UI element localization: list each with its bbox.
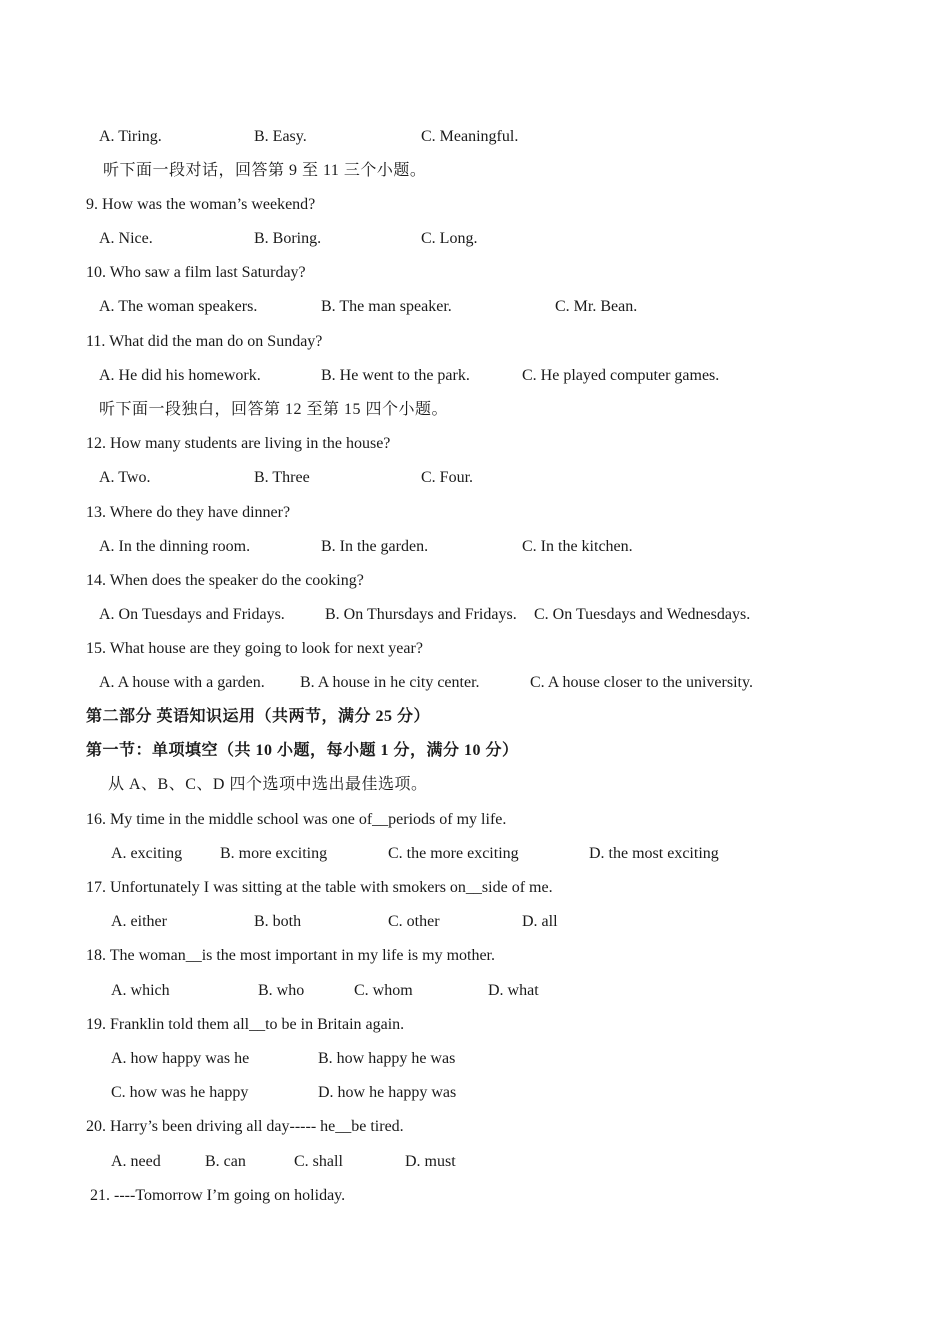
q19-option-b: B. how happy he was	[318, 1050, 456, 1067]
q18-option-b: B. who	[258, 982, 305, 999]
q16-stem: 16. My time in the middle school was one of__periods of my life.	[86, 811, 507, 828]
q14-option-c: C. On Tuesdays and Wednesdays.	[534, 606, 751, 623]
q9-option-c: C. Long.	[421, 230, 478, 247]
instruction-9-11: 听下面一段对话，回答第 9 至 11 三个小题。	[103, 162, 427, 179]
q20-option-c: C. shall	[294, 1153, 343, 1170]
q16-option-c: C. the more exciting	[388, 845, 519, 862]
q16-option-b: B. more exciting	[220, 845, 328, 862]
q9-option-a: A. Nice.	[99, 230, 153, 247]
part2-heading: 第二部分 英语知识运用（共两节，满分 25 分）	[86, 708, 431, 725]
q16-option-a: A. exciting	[111, 845, 183, 862]
q11-option-b: B. He went to the park.	[321, 367, 470, 384]
q15-option-a: A. A house with a garden.	[99, 674, 265, 691]
q9-option-b: B. Boring.	[254, 230, 322, 247]
section1-instruction: 从 A、B、C、D 四个选项中选出最佳选项。	[108, 776, 428, 793]
q19-option-a: A. how happy was he	[111, 1050, 250, 1067]
q18-stem: 18. The woman__is the most important in my life is my mother.	[86, 947, 495, 964]
q12-option-a: A. Two.	[99, 469, 151, 486]
q10-option-b: B. The man speaker.	[321, 298, 452, 315]
q8-option-a: A. Tiring.	[99, 128, 162, 145]
q13-stem: 13. Where do they have dinner?	[86, 504, 291, 521]
q18-option-c: C. whom	[354, 982, 413, 999]
q11-stem: 11. What did the man do on Sunday?	[86, 333, 323, 350]
q21-stem: 21. ----Tomorrow I’m going on holiday.	[90, 1187, 346, 1204]
q18-option-a: A. which	[111, 982, 170, 999]
q15-stem: 15. What house are they going to look for next year?	[86, 640, 423, 657]
q13-option-a: A. In the dinning room.	[99, 538, 251, 555]
q17-stem: 17. Unfortunately I was sitting at the table with smokers on__side of me.	[86, 879, 553, 896]
section1-heading: 第一节：单项填空（共 10 小题，每小题 1 分，满分 10 分）	[86, 742, 519, 759]
q10-stem: 10. Who saw a film last Saturday?	[86, 264, 306, 281]
q20-option-b: B. can	[205, 1153, 246, 1170]
q17-option-d: D. all	[522, 913, 558, 930]
q10-option-c: C. Mr. Bean.	[555, 298, 638, 315]
q14-option-b: B. On Thursdays and Fridays.	[325, 606, 517, 623]
q17-option-c: C. other	[388, 913, 440, 930]
q13-option-b: B. In the garden.	[321, 538, 429, 555]
q14-option-a: A. On Tuesdays and Fridays.	[99, 606, 285, 623]
q20-option-d: D. must	[405, 1153, 456, 1170]
q19-stem: 19. Franklin told them all__to be in Britain again.	[86, 1016, 405, 1033]
q16-option-d: D. the most exciting	[589, 845, 719, 862]
q12-option-b: B. Three	[254, 469, 310, 486]
q10-option-a: A. The woman speakers.	[99, 298, 258, 315]
q9-stem: 9. How was the woman’s weekend?	[86, 196, 316, 213]
q17-option-b: B. both	[254, 913, 302, 930]
q13-option-c: C. In the kitchen.	[522, 538, 633, 555]
q11-option-c: C. He played computer games.	[522, 367, 720, 384]
q8-option-b: B. Easy.	[254, 128, 307, 145]
q11-option-a: A. He did his homework.	[99, 367, 261, 384]
q15-option-c: C. A house closer to the university.	[530, 674, 753, 691]
q14-stem: 14. When does the speaker do the cooking?	[86, 572, 364, 589]
q12-option-c: C. Four.	[421, 469, 474, 486]
q19-option-c: C. how was he happy	[111, 1084, 249, 1101]
q12-stem: 12. How many students are living in the house?	[86, 435, 391, 452]
q17-option-a: A. either	[111, 913, 167, 930]
q20-option-a: A. need	[111, 1153, 161, 1170]
q18-option-d: D. what	[488, 982, 539, 999]
q15-option-b: B. A house in he city center.	[300, 674, 480, 691]
q8-option-c: C. Meaningful.	[421, 128, 519, 145]
q19-option-d: D. how he happy was	[318, 1084, 457, 1101]
q20-stem: 20. Harry’s been driving all day----- he__be tired.	[86, 1118, 404, 1135]
instruction-12-15: 听下面一段独白，回答第 12 至第 15 四个小题。	[99, 401, 449, 418]
